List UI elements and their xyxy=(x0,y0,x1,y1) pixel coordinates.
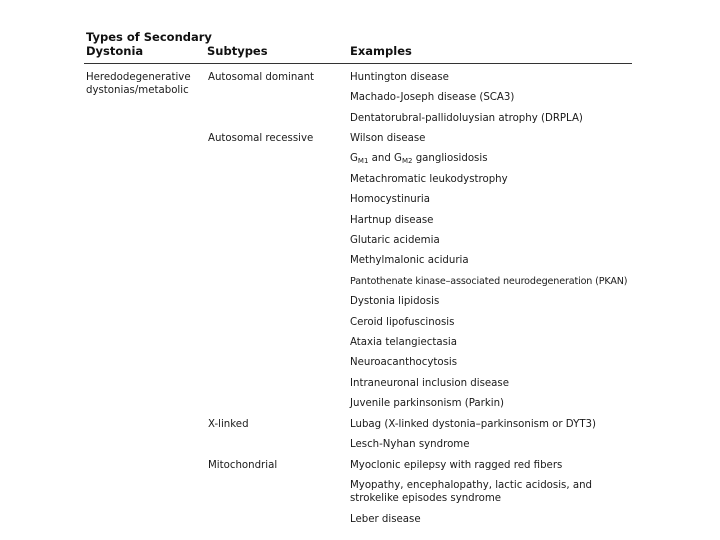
example-item: Leber disease xyxy=(350,514,421,525)
example-item-gangliosidosis xyxy=(350,153,488,166)
category-line2: dystonias/metabolic xyxy=(86,85,189,96)
header-types-line2: Dystonia xyxy=(86,44,144,58)
example-item: Myoclonic epilepsy with ragged red fibers xyxy=(350,460,563,471)
example-item: Ataxia telangiectasia xyxy=(350,337,457,348)
example-item: Dentatorubral-pallidoluysian atrophy (DRPLA) xyxy=(350,113,583,124)
example-item: Wilson disease xyxy=(350,133,426,144)
example-item: Intraneuronal inclusion disease xyxy=(350,378,509,389)
subtype-mitochondrial: Mitochondrial xyxy=(208,460,278,471)
subtype-autosomal-dominant: Autosomal dominant xyxy=(208,72,315,83)
example-item: Juvenile parkinsonism (Parkin) xyxy=(350,398,505,409)
example-item: Homocystinuria xyxy=(350,194,430,205)
example-item: Huntington disease xyxy=(350,72,449,83)
example-item: Machado-Joseph disease (SCA3) xyxy=(350,92,515,103)
example-item: Metachromatic leukodystrophy xyxy=(350,174,508,185)
example-item: Lubag (X-linked dystonia–parkinsonism or DYT3) xyxy=(350,419,597,430)
gangliosidosis-sub1: M1 xyxy=(357,157,369,165)
example-item: Hartnup disease xyxy=(350,215,434,226)
gangliosidosis-g1: G xyxy=(350,153,358,164)
gangliosidosis-tail: gangliosidosis xyxy=(412,153,488,164)
example-item: Methylmalonic aciduria xyxy=(350,255,469,266)
subtype-autosomal-recessive: Autosomal recessive xyxy=(208,133,314,144)
example-item: Myopathy, encephalopathy, lactic acidosis, and xyxy=(350,480,593,491)
example-item: Glutaric acidemia xyxy=(350,235,440,246)
example-item-continued: strokelike episodes syndrome xyxy=(350,493,502,504)
example-item: Neuroacanthocytosis xyxy=(350,357,458,368)
gangliosidosis-sub2: M2 xyxy=(401,157,413,165)
header-subtypes: Subtypes xyxy=(207,44,268,58)
gangliosidosis-mid: and G xyxy=(368,153,402,164)
example-item: Ceroid lipofuscinosis xyxy=(350,317,455,328)
header-examples: Examples xyxy=(350,44,412,58)
example-item: Pantothenate kinase–associated neurodegeneration (PKAN) xyxy=(350,276,628,287)
header-types-line1: Types of Secondary xyxy=(86,30,212,44)
header-rule xyxy=(84,63,632,64)
example-item: Lesch-Nyhan syndrome xyxy=(350,439,470,450)
example-item: Dystonia lipidosis xyxy=(350,296,440,307)
subtype-x-linked: X-linked xyxy=(208,419,249,430)
category-line1: Heredodegenerative xyxy=(86,72,191,83)
